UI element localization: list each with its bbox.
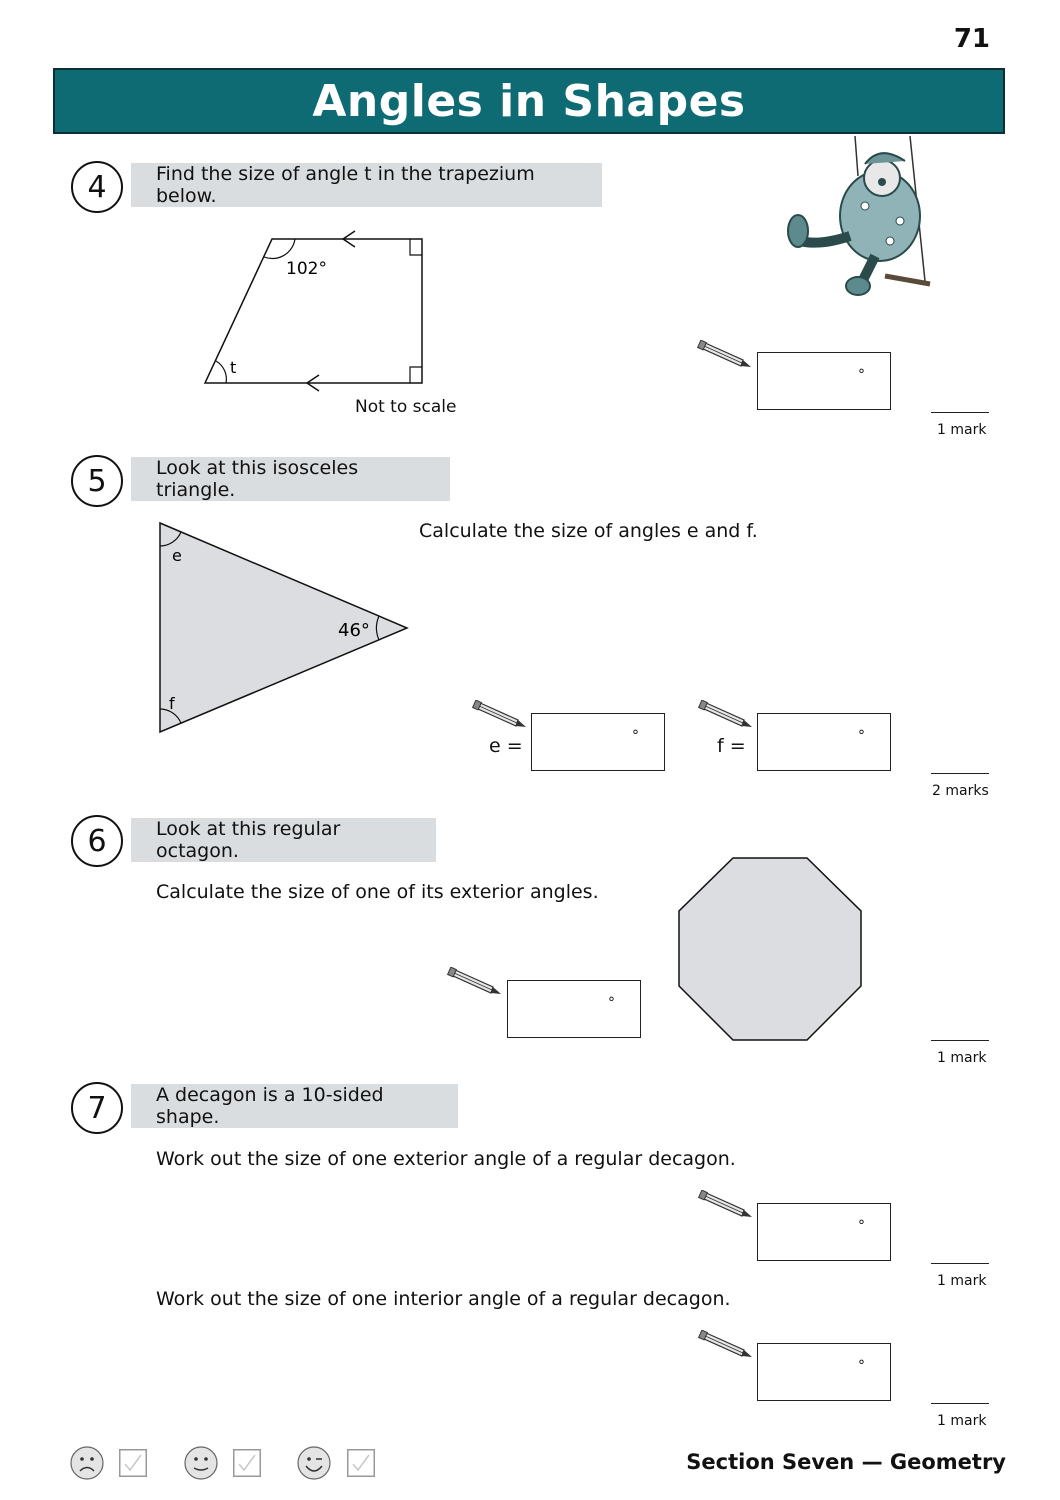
question-7-prompt: A decagon is a 10-sided shape. xyxy=(131,1084,458,1128)
question-5-instruction: Calculate the size of angles e and f. xyxy=(419,520,758,542)
question-6-prompt: Look at this regular octagon. xyxy=(131,818,436,862)
pencil-icon xyxy=(698,1190,754,1218)
angle-label-102: 102° xyxy=(286,259,327,279)
marks-q5: 2 marks xyxy=(932,783,989,799)
marks-q7a: 1 mark xyxy=(937,1273,987,1289)
question-number-7: 7 xyxy=(71,1082,123,1134)
pencil-icon xyxy=(447,967,503,995)
clown-illustration xyxy=(780,136,940,306)
section-footer: Section Seven — Geometry xyxy=(686,1450,1006,1474)
tick-box[interactable] xyxy=(119,1449,147,1477)
answer-box-q6[interactable]: ° xyxy=(507,980,641,1038)
sad-face-icon[interactable] xyxy=(70,1446,104,1480)
f-equals-label: f = xyxy=(717,735,746,757)
answer-box-q5-e[interactable]: ° xyxy=(531,713,665,771)
marks-q4: 1 mark xyxy=(937,422,987,438)
angle-label-t: t xyxy=(230,358,237,377)
question-number-5: 5 xyxy=(71,455,123,507)
angle-label-46: 46° xyxy=(338,620,370,641)
page-number: 71 xyxy=(953,24,990,54)
question-6-instruction: Calculate the size of one of its exterior angles. xyxy=(156,881,599,903)
answer-box-q4[interactable]: ° xyxy=(757,352,891,410)
mark-line xyxy=(931,412,989,413)
question-7-part-a: Work out the size of one exterior angle of a regular decagon. xyxy=(156,1148,736,1170)
tick-box[interactable] xyxy=(347,1449,375,1477)
angle-label-e: e xyxy=(172,546,182,565)
pencil-icon xyxy=(698,1330,754,1358)
e-equals-label: e = xyxy=(489,735,523,757)
answer-box-q7b[interactable]: ° xyxy=(757,1343,891,1401)
question-number-4: 4 xyxy=(71,161,123,213)
isosceles-triangle-diagram xyxy=(150,515,420,740)
answer-box-q5-f[interactable]: ° xyxy=(757,713,891,771)
mark-line xyxy=(931,773,989,774)
angle-label-f: f xyxy=(169,694,175,713)
marks-q6: 1 mark xyxy=(937,1050,987,1066)
question-7-part-b: Work out the size of one interior angle of a regular decagon. xyxy=(156,1288,731,1310)
question-5-prompt: Look at this isosceles triangle. xyxy=(131,457,450,501)
pencil-icon xyxy=(697,340,753,368)
question-number-6: 6 xyxy=(71,815,123,867)
trapezium-diagram xyxy=(195,225,475,425)
pencil-icon xyxy=(698,700,754,728)
pencil-icon xyxy=(472,700,528,728)
question-4-prompt: Find the size of angle t in the trapezium below. xyxy=(131,163,602,207)
happy-face-icon[interactable] xyxy=(297,1446,331,1480)
not-to-scale-note: Not to scale xyxy=(355,397,457,417)
mark-line xyxy=(931,1403,989,1404)
mark-line xyxy=(931,1263,989,1264)
answer-box-q7a[interactable]: ° xyxy=(757,1203,891,1261)
neutral-face-icon[interactable] xyxy=(184,1446,218,1480)
regular-octagon-diagram xyxy=(675,855,865,1043)
marks-q7b: 1 mark xyxy=(937,1413,987,1429)
title-bar xyxy=(53,68,1005,134)
page-title: Angles in Shapes xyxy=(312,75,746,127)
mark-line xyxy=(931,1040,989,1041)
tick-box[interactable] xyxy=(233,1449,261,1477)
